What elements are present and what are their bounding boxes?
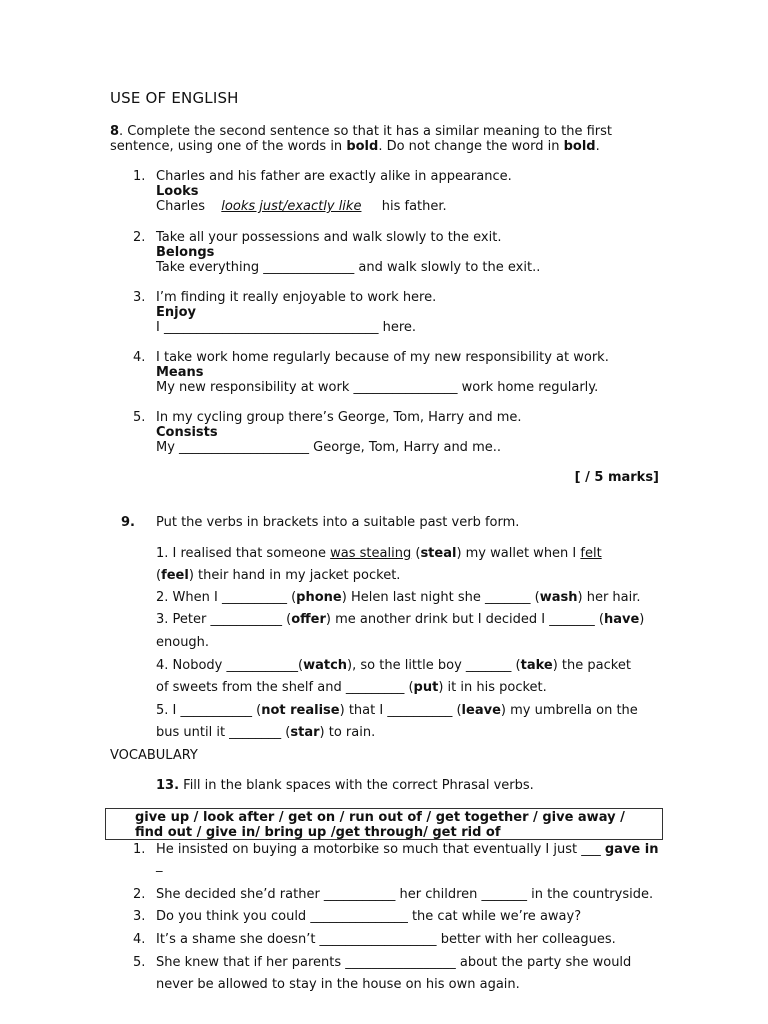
q9-line: 1. I realised that someone was stealing (steal) my wallet when I felt — [156, 546, 602, 561]
marks-box: [ / 5 marks] — [574, 470, 659, 485]
q9-line[interactable]: of sweets from the shelf and _________ (put) it in his pocket. — [156, 680, 547, 695]
page-title: USE OF ENGLISH — [110, 89, 239, 107]
vocab-item-number: 5. — [133, 955, 146, 970]
q9-line: enough. — [156, 635, 210, 650]
q8-item-sentence: I’m finding it really enjoyable to work here. — [156, 290, 437, 305]
q8-item-number: 4. — [133, 350, 146, 365]
q8-item-answer: looks just/exactly like — [221, 199, 362, 214]
q8-item-number: 3. — [133, 290, 146, 305]
vocab-answer: gave in — [604, 842, 659, 857]
vocab-item-number: 1. — [133, 842, 146, 857]
q8-item-keyword: Belongs — [156, 245, 215, 260]
vocab-item[interactable]: She decided she’d rather ___________ her children _______ in the countryside. — [156, 887, 654, 902]
q8-item-sentence: Charles and his father are exactly alike in appearance. — [156, 169, 512, 184]
q9-answer: was stealing — [330, 546, 412, 561]
q8-item-sentence: Take all your possessions and walk slowly to the exit. — [156, 230, 502, 245]
vocab-item: He insisted on buying a motorbike so much that eventually I just ___ gave in — [156, 842, 659, 857]
q9-line[interactable]: bus until it ________ (star) to rain. — [156, 725, 376, 740]
vocab-item-number: 2. — [133, 887, 146, 902]
q8-item-sentence: I take work home regularly because of my new responsibility at work. — [156, 350, 609, 365]
q8-item-rewrite[interactable]: My ____________________ George, Tom, Harry and me.. — [156, 440, 501, 455]
q8-instruction-line2: sentence, using one of the words in bold. Do not change the word in bold. — [110, 139, 600, 154]
vocab-item[interactable]: She knew that if her parents _________________ about the party she would — [156, 955, 632, 970]
q9-answer: felt — [580, 546, 602, 561]
q8-item-rewrite: Charles looks just/exactly like his father. — [156, 199, 447, 214]
q8-item-keyword: Consists — [156, 425, 218, 440]
q8-item-sentence: In my cycling group there’s George, Tom, Harry and me. — [156, 410, 522, 425]
section-heading-vocabulary: VOCABULARY — [110, 748, 198, 763]
q8-item-number: 2. — [133, 230, 146, 245]
q8-item-number: 1. — [133, 169, 146, 184]
vocab-item-number: 4. — [133, 932, 146, 947]
q13-instruction: 13. Fill in the blank spaces with the correct Phrasal verbs. — [156, 778, 534, 793]
q8-item-keyword: Looks — [156, 184, 199, 199]
vocab-item-number: 3. — [133, 909, 146, 924]
vocab-item-continuation: _ — [156, 858, 163, 873]
q8-item-keyword: Means — [156, 365, 204, 380]
q8-item-rewrite[interactable]: Take everything ______________ and walk slowly to the exit.. — [156, 260, 541, 275]
q8-item-rewrite[interactable]: My new responsibility at work ________________ work home regularly. — [156, 380, 599, 395]
q9-instruction: Put the verbs in brackets into a suitable past verb form. — [156, 515, 520, 530]
q9-line[interactable]: 4. Nobody ___________(watch), so the little boy _______ (take) the packet — [156, 658, 631, 673]
q8-item-keyword: Enjoy — [156, 305, 196, 320]
q9-line[interactable]: 5. I ___________ (not realise) that I __________ (leave) my umbrella on the — [156, 703, 638, 718]
q9-line[interactable]: 2. When I __________ (phone) Helen last night she _______ (wash) her hair. — [156, 590, 641, 605]
q9-number: 9. — [121, 515, 135, 530]
q9-line[interactable]: 3. Peter ___________ (offer) me another drink but I decided I _______ (have) — [156, 612, 645, 627]
q8-item-number: 5. — [133, 410, 146, 425]
vocab-item[interactable]: It’s a shame she doesn’t __________________ better with her colleagues. — [156, 932, 616, 947]
q8-number: 8 — [110, 124, 120, 139]
vocab-item[interactable]: Do you think you could _______________ the cat while we’re away? — [156, 909, 582, 924]
q9-line: (feel) their hand in my jacket pocket. — [156, 568, 401, 583]
vocab-item-continuation: never be allowed to stay in the house on his own again. — [156, 977, 520, 992]
q8-item-rewrite[interactable]: I _________________________________ here. — [156, 320, 417, 335]
q8-instruction-line1: 8. Complete the second sentence so that it has a similar meaning to the first — [110, 124, 612, 139]
phrasal-verbs-list: give up / look after / get on / run out of / get together / give away / find out / give in/ bring up /get through/ get rid of — [135, 810, 625, 840]
